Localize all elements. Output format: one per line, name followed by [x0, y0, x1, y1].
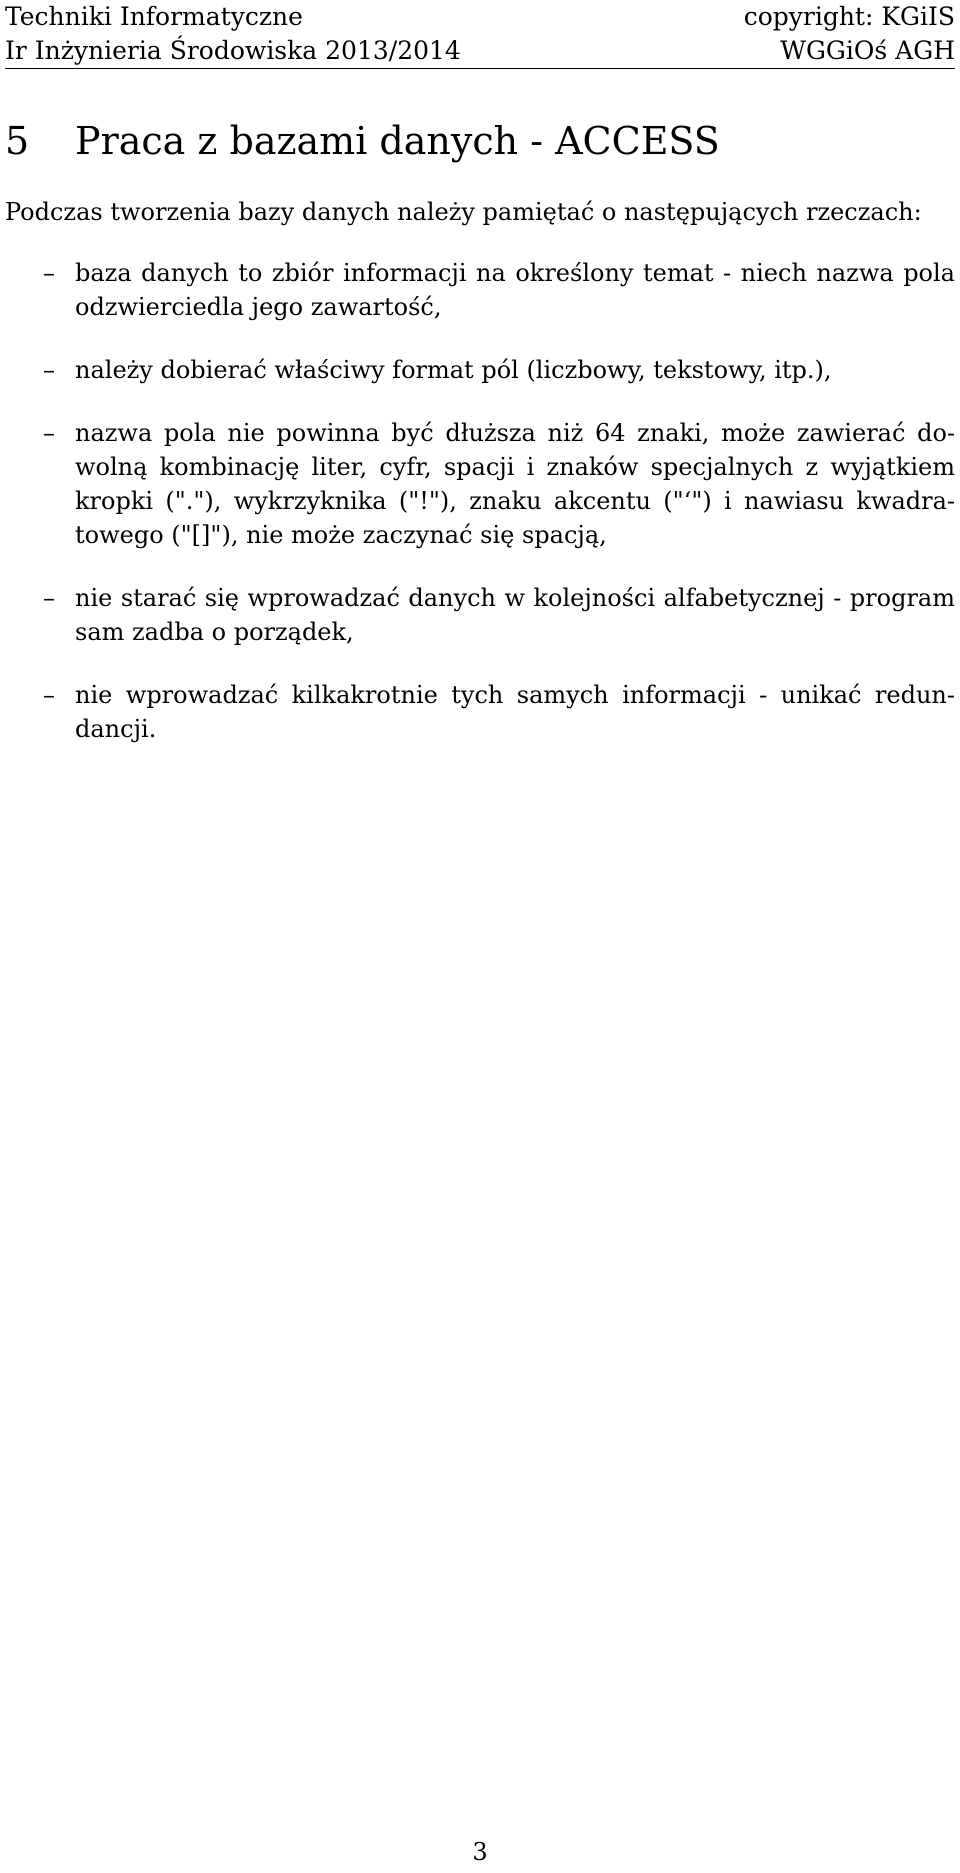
copyright-label: copyright: KGiIS: [743, 2, 955, 31]
list-bullet: –: [43, 419, 55, 447]
list-item: [5, 416, 955, 552]
list-bullet: –: [43, 681, 55, 709]
rules-list: [5, 256, 955, 775]
page-number: 3: [472, 1838, 488, 1866]
header-right: [744, 0, 955, 68]
list-item: [5, 353, 955, 387]
section-number: 5: [5, 119, 30, 163]
list-bullet: –: [43, 356, 55, 384]
faculty-label: WGGiOś AGH: [780, 36, 955, 65]
page-header: [5, 0, 955, 69]
list-bullet: –: [43, 584, 55, 612]
section-heading: [5, 118, 720, 164]
course-name: Techniki Informatyczne: [5, 2, 303, 31]
list-item-text: należy dobierać właściwy format pól (liczbowy, tekstowy, itp.),: [75, 356, 832, 384]
list-item-text: nie starać się wprowadzać danych w kolejności alfabetycznej - program sam zadba o porządek,: [75, 584, 955, 646]
list-item-text: nazwa pola nie powinna być dłuższa niż 64 znaki, może zawierać dowolną kombinację liter, cyfr, spacji i znaków specjalnych z wyjątkiem kropki ("."), wykrzyknika ("!"), znaku akcentu ("‘") i nawiasu kwadratowego ("[]"), nie może zaczynać się spacją,: [75, 419, 955, 549]
header-left: [5, 0, 461, 68]
list-bullet: –: [43, 259, 55, 287]
intro-paragraph: Podczas tworzenia bazy danych należy pamiętać o następujących rzeczach:: [5, 198, 922, 226]
course-program: Ir Inżynieria Środowiska 2013/2014: [5, 36, 461, 65]
list-item-text: nie wprowadzać kilkakrotnie tych samych informacji - unikać redundancji.: [75, 681, 955, 743]
section-title: Praca z bazami danych - ACCESS: [75, 119, 720, 163]
list-item: [5, 256, 955, 324]
list-item: [5, 581, 955, 649]
list-item: [5, 678, 955, 746]
list-item-text: baza danych to zbiór informacji na określony temat - niech nazwa pola odzwierciedla jego zawartość,: [75, 259, 955, 321]
